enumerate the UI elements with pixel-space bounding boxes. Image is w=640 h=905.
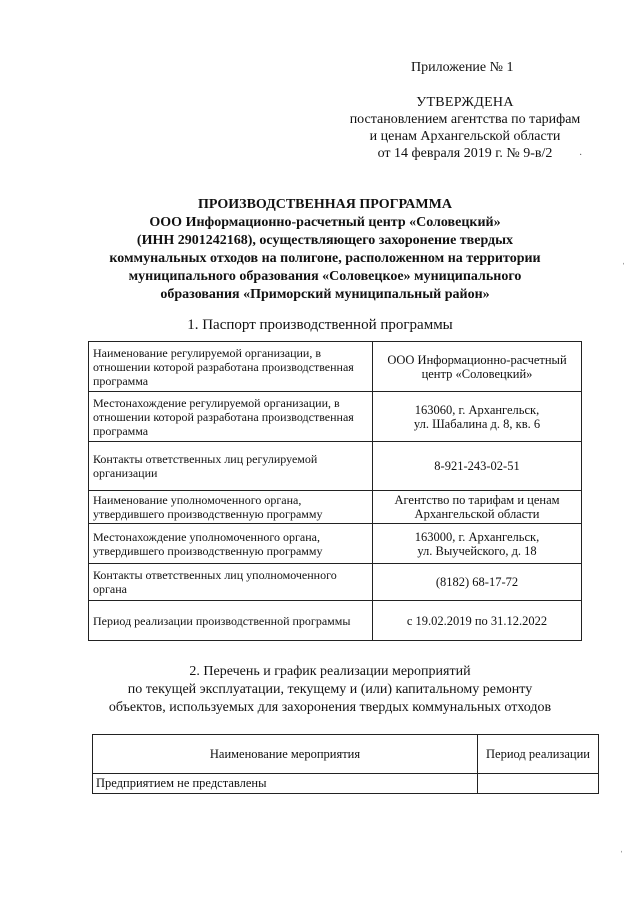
scan-mark: ·	[579, 150, 583, 161]
row-label: Местонахождение регулируемой организации, в отношении которой разработана производственная программа	[89, 392, 373, 442]
title-line: (ИНН 2901242168), осуществляющего захоронение твердых	[136, 233, 514, 248]
events-table	[92, 734, 599, 794]
title-line: коммунальных отходов на полигоне, расположенном на территории	[109, 251, 541, 266]
table-row	[89, 601, 582, 641]
title-line: муниципального образования «Соловецкое» муниципального	[128, 269, 522, 284]
value-line: ул. Шабалина д. 8, кв. 6	[413, 416, 541, 431]
row-label: Контакты ответственных лиц уполномоченного органа	[89, 564, 373, 601]
value-line: ООО Информационно-расчетный	[387, 352, 567, 367]
value-line: Архангельской области	[414, 507, 540, 521]
row-value	[373, 342, 582, 392]
section2-line: объектов, используемых для захоронения твердых коммунальных отходов	[108, 700, 552, 715]
appendix-label: Приложение № 1	[411, 60, 514, 75]
event-name-cell: Предприятием не представлены	[93, 774, 478, 794]
document-title	[70, 196, 580, 304]
section1-heading: 1. Паспорт производственной программы	[187, 317, 453, 333]
column-header-name: Наименование мероприятия	[93, 735, 478, 774]
row-value	[373, 491, 582, 524]
section2-line: 2. Перечень и график реализации мероприятий	[189, 664, 471, 679]
title-line: ПРОИЗВОДСТВЕННАЯ ПРОГРАММА	[198, 197, 452, 212]
value-line: Агентство по тарифам и ценам	[394, 493, 560, 507]
value-line: 163000, г. Архангельск,	[414, 529, 540, 544]
row-value: с 19.02.2019 по 31.12.2022	[373, 601, 582, 641]
table-row	[93, 774, 599, 794]
row-label: Наименование уполномоченного органа, утвердившего производственную программу	[89, 491, 373, 524]
approval-line: постановлением агентства по тарифам	[349, 112, 581, 127]
section2-line: по текущей эксплуатации, текущему и (или) капитальному ремонту	[127, 682, 533, 697]
approval-stamp	[330, 94, 600, 162]
row-label: Наименование регулируемой организации, в отношении которой разработана производственная программа	[89, 342, 373, 392]
title-line: ООО Информационно-расчетный центр «Соловецкий»	[149, 215, 501, 230]
section2-heading	[70, 663, 590, 717]
scan-mark: ˌ	[620, 842, 624, 853]
row-label: Местонахождение уполномоченного органа, утвердившего производственную программу	[89, 524, 373, 564]
approval-line: и ценам Архангельской области	[369, 129, 561, 144]
approval-line: от 14 февраля 2019 г. № 9-в/2	[377, 146, 553, 161]
passport-table	[88, 341, 582, 641]
table-header-row	[93, 735, 599, 774]
table-row	[89, 524, 582, 564]
table-row	[89, 342, 582, 392]
table-row	[89, 442, 582, 491]
column-header-period: Период реализации	[478, 735, 599, 774]
row-value: 8-921-243-02-51	[373, 442, 582, 491]
approval-heading: УТВЕРЖДЕНА	[416, 95, 514, 110]
scan-mark: ˈ	[622, 262, 626, 273]
value-line: ул. Выучейского, д. 18	[417, 543, 537, 558]
row-value	[373, 524, 582, 564]
value-line: центр «Соловецкий»	[421, 366, 533, 381]
row-label: Контакты ответственных лиц регулируемой организации	[89, 442, 373, 491]
row-label: Период реализации производственной программы	[89, 601, 373, 641]
table-row	[89, 392, 582, 442]
value-line: 163060, г. Архангельск,	[414, 402, 540, 417]
row-value: (8182) 68-17-72	[373, 564, 582, 601]
table-row	[89, 564, 582, 601]
title-line: образования «Приморский муниципальный район»	[160, 287, 490, 302]
event-period-cell	[478, 774, 599, 794]
table-row	[89, 491, 582, 524]
row-value	[373, 392, 582, 442]
